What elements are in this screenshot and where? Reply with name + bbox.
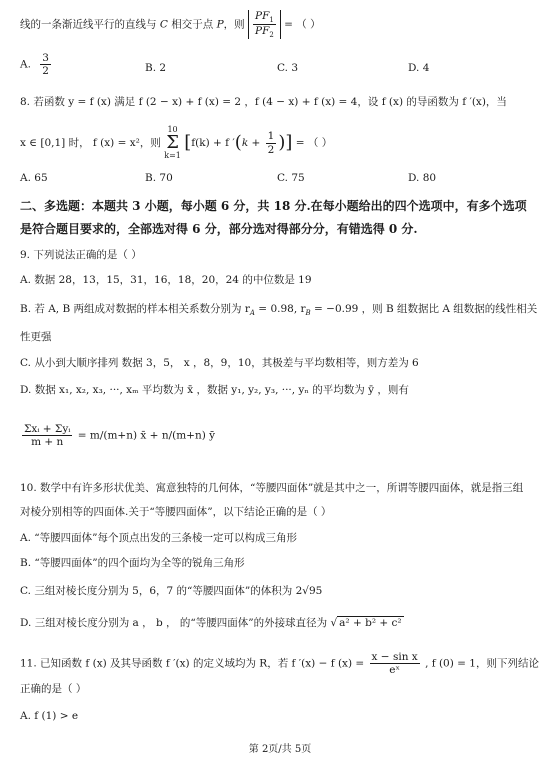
q7-text-a: 线的一条渐近线平行的直线与 (20, 18, 157, 31)
q7-text-c: ，则 (223, 18, 245, 31)
q9-option-b-cont: 性更强 (20, 331, 52, 343)
q7-option-c[interactable]: C. 3 (277, 62, 299, 74)
q11-line2: 正确的是（ ） (20, 683, 87, 695)
q10-option-a[interactable]: A. “等腰四面体”每个顶点出发的三条棱一定可以构成三角形 (20, 532, 297, 544)
q7-pf1: PF (255, 10, 270, 22)
q9-stem: 9. 下列说法正确的是（ ） (20, 249, 142, 261)
q8-sum: 10 Σ k=1 (164, 125, 181, 160)
q7-option-a[interactable]: A. $\frac{3}{2}$ (20, 52, 49, 78)
q9-option-c[interactable]: C. 从小到大顺序排列 数据 3，5， x ，8，9，10，其极差与平均数相等，则方差为 6 (20, 357, 419, 369)
q10-option-b[interactable]: B. “等腰四面体”的四个面均为全等的锐角三角形 (20, 557, 245, 569)
q9-option-b[interactable]: B. 若 A, B 两组成对数据的样本相关系数分别为 $r_A = 0.98$, $r_B = -0.99$ ，则 B 组数据比 A 组数据的线性相关 (20, 303, 538, 318)
q10-line1: 10. 数学中有许多形状优美、寓意独特的几何体，“等腰四面体”就是其中之一，所谓等腰四面体，就是指三组 (20, 482, 524, 494)
q10-option-c[interactable]: C. 三组对棱长度分别为 5，6，7 的“等腰四面体”的体积为 2√95 (20, 585, 323, 597)
page-footer: 第 2页/共 5页 (248, 744, 312, 755)
q9-option-a[interactable]: A. 数据 28，13，15，31，16，18，20，24 的中位数是 19 (20, 274, 312, 286)
q7-option-d[interactable]: D. 4 (408, 62, 430, 74)
q7-text-b: 相交于点 (171, 18, 214, 31)
q10-option-d[interactable]: D. 三组对棱长度分别为 a ， b ， 的“等腰四面体”的外接球直径为 √ a² + b² + c² (20, 617, 402, 629)
q8-option-a[interactable]: A. 65 (20, 172, 48, 184)
q8-option-c[interactable]: C. 75 (277, 172, 305, 184)
q7-pf2: PF (255, 25, 270, 38)
section2-line1: 二、多选题：本题共 3 小题，每小题 6 分，共 18 分.在每小题给出的四个选项中，有多个选项 (20, 199, 527, 213)
q7-option-b[interactable]: B. 2 (145, 62, 167, 74)
q7-ratio: $\frac{PF_1}{PF_2}$ (248, 10, 281, 39)
q8-line2: x ∈ [0,1] 时， f (x) = x²，则 10 Σ k=1 [f(k) + f ′(k + $\frac{1}{2}$ )] = （ ） (20, 125, 333, 160)
q9-option-d[interactable]: D. 数据 x₁, x₂, x₃, ···, xₘ 平均数为 x̄ ，数据 y₁, y₂, y₃, ···, yₙ 的平均数为 ȳ ，则有 (20, 384, 409, 396)
q8-option-b[interactable]: B. 70 (145, 172, 173, 184)
sqrt-expression: a² + b² + c² (339, 617, 402, 629)
q7-tail: = （ ） (284, 18, 321, 31)
section2-line2: 是符合题目要求的，全部选对得 6 分，部分选对得部分分，有错选得 0 分. (20, 222, 418, 236)
q8-option-d[interactable]: D. 80 (408, 172, 437, 184)
q7-stem: 线的一条渐近线平行的直线与 C 相交于点 P，则 $\frac{PF_1}{PF_2}$ = （ ） (20, 10, 321, 40)
q10-line2: 对棱分别相等的四面体.关于“等腰四面体”，以下结论正确的是（ ） (20, 506, 332, 518)
q11-line1: 11. 已知函数 f (x) 及其导函数 f ′(x) 的定义域均为 R，若 f ′(x) − f (x) = $\frac{\text{x − sin x}}{\text{eˣ}}$ , f (0) = 1，则下列结论 (20, 651, 539, 677)
q11-option-a[interactable]: A. f (1) > e (20, 710, 79, 722)
q9-formula: $\frac{\text{Σxᵢ + Σyᵢ}}{m + n}$ = m/(m+n) x̄ + n/(m+n) ȳ (24, 423, 216, 449)
q8-line1: 8. 若函数 y = f (x) 满足 f (2 − x) + f (x) = 2 ，f (4 − x) + f (x) = 4，设 f (x) 的导函数为 f ′(x)，当 (20, 96, 507, 108)
